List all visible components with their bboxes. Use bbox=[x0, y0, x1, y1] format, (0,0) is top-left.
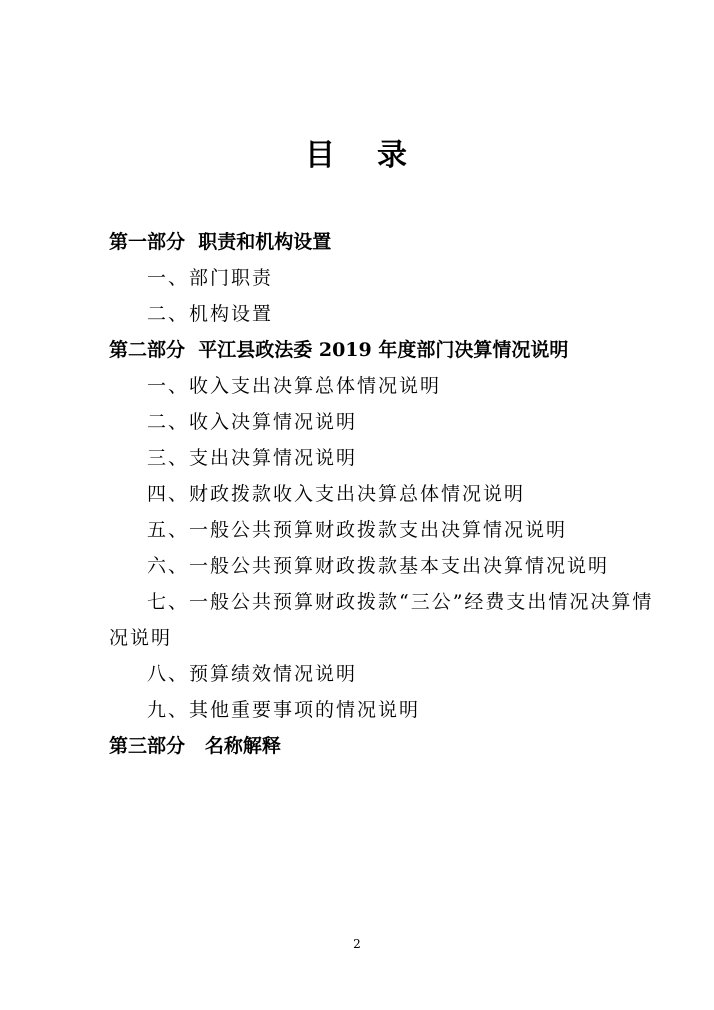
page-number: 2 bbox=[353, 937, 361, 951]
toc-item-continuation: 况说明 bbox=[109, 627, 173, 649]
toc-item: 一、部门职责 bbox=[147, 267, 274, 289]
toc-part-2-label: 第二部分 bbox=[109, 339, 186, 361]
toc-part-3-label: 第三部分 bbox=[109, 735, 186, 757]
toc-item: 四、财政拨款收入支出决算总体情况说明 bbox=[147, 483, 526, 505]
toc-item: 二、机构设置 bbox=[147, 303, 274, 325]
toc-item: 一、收入支出决算总体情况说明 bbox=[147, 375, 442, 397]
toc-part-2-title: 平江县政法委 2019 年度部门决算情况说明 bbox=[198, 339, 569, 361]
toc-item: 八、预算绩效情况说明 bbox=[147, 663, 358, 685]
toc-part-3-title: 名称解释 bbox=[204, 735, 281, 757]
title-char-1: 目 bbox=[305, 138, 337, 173]
title-char-2: 录 bbox=[377, 138, 409, 173]
toc-part-1-title: 职责和机构设置 bbox=[198, 231, 332, 253]
toc-item: 六、一般公共预算财政拨款基本支出决算情况说明 bbox=[147, 555, 610, 577]
toc-item: 五、一般公共预算财政拨款支出决算情况说明 bbox=[147, 519, 568, 541]
page-title bbox=[0, 130, 714, 174]
toc-part-1 bbox=[109, 229, 331, 255]
toc-part-3 bbox=[109, 733, 281, 759]
toc-part-1-label: 第一部分 bbox=[109, 231, 186, 253]
toc-item: 七、一般公共预算财政拨款“三公”经费支出情况决算情 bbox=[147, 591, 654, 613]
toc-item: 九、其他重要事项的情况说明 bbox=[147, 699, 421, 721]
toc-item: 二、收入决算情况说明 bbox=[147, 411, 358, 433]
toc-part-2 bbox=[109, 337, 568, 363]
toc-item: 三、支出决算情况说明 bbox=[147, 447, 358, 469]
